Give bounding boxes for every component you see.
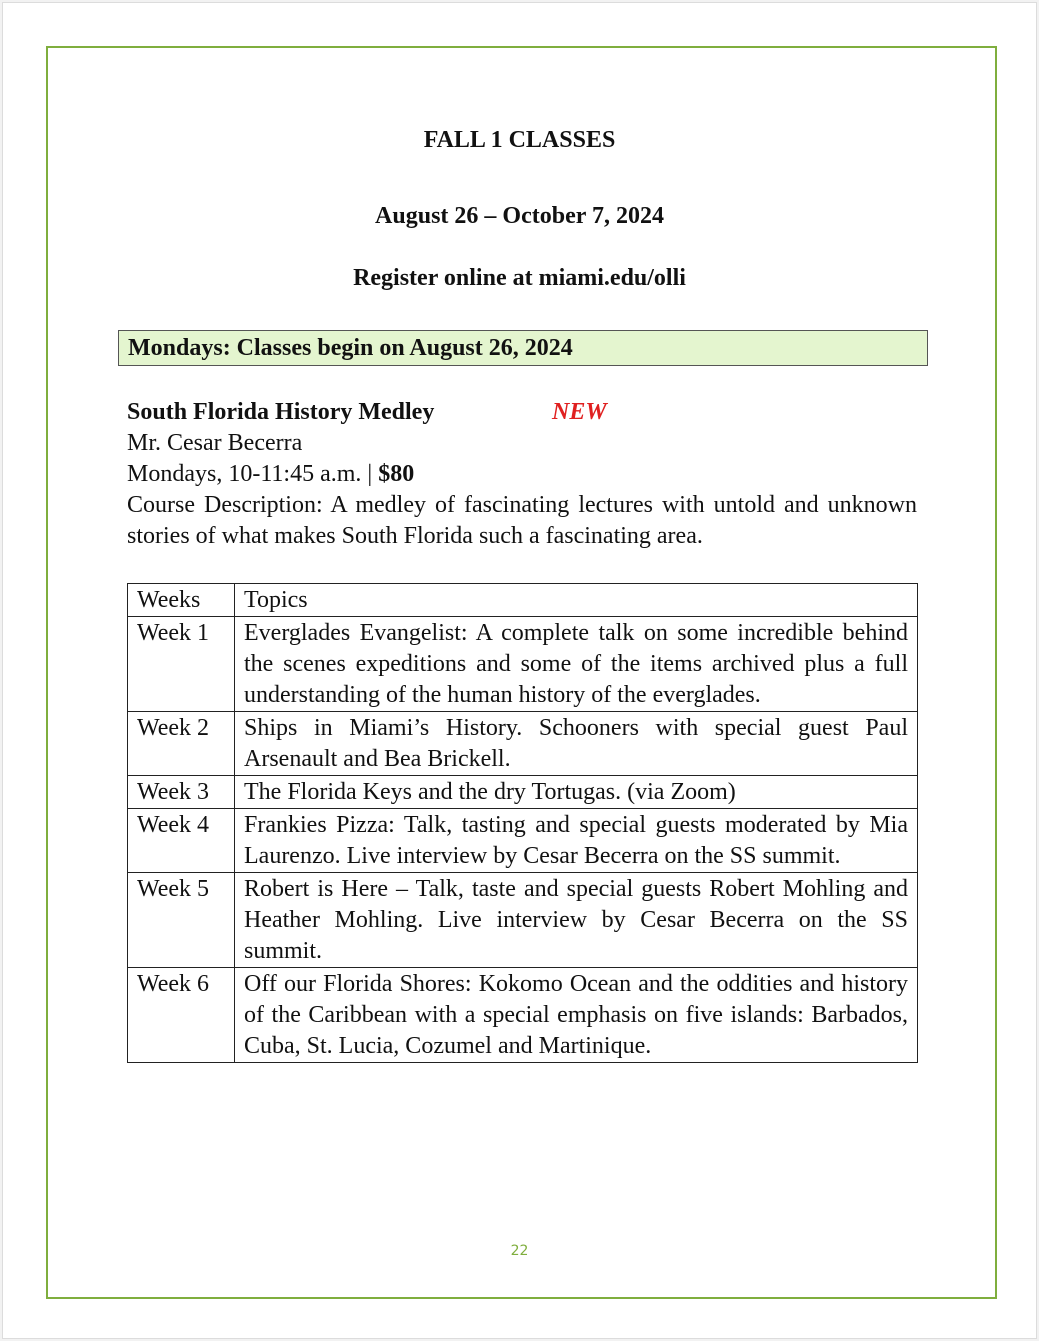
course-title-row: [127, 397, 917, 428]
week-topic: The Florida Keys and the dry Tortugas. (via Zoom): [235, 776, 918, 809]
course-block: [127, 397, 917, 552]
table-row: [128, 776, 918, 809]
header-topics: Topics: [235, 584, 918, 617]
course-time: Mondays, 10-11:45 a.m. |: [127, 461, 379, 487]
course-price: $80: [378, 461, 415, 487]
day-header: Mondays: Classes begin on August 26, 2024: [118, 330, 928, 366]
page-number: 22: [510, 1243, 529, 1259]
table-row: [128, 712, 918, 776]
course-description: Course Description: A medley of fascinating lectures with untold and unknown stories of what makes South Florida such a fascinating area.: [127, 492, 917, 549]
week-topic: Ships in Miami’s History. Schooners with special guest Paul Arsenault and Bea Brickell.: [235, 712, 918, 776]
table-row: [128, 809, 918, 873]
table-row: [128, 617, 918, 712]
week-topic: Everglades Evangelist: A complete talk on some incredible behind the scenes expeditions and some of the items archived plus a full understanding of the human history of the everglades.: [235, 617, 918, 712]
table-row: [128, 873, 918, 968]
page-title: FALL 1 CLASSES: [423, 127, 616, 153]
week-label: Week 3: [128, 776, 235, 809]
header-weeks: Weeks: [128, 584, 235, 617]
course-schedule: [127, 459, 917, 490]
course-instructor: Mr. Cesar Becerra: [127, 430, 303, 456]
register-note: Register online at miami.edu/olli: [353, 265, 686, 291]
term-dates: August 26 – October 7, 2024: [375, 203, 664, 229]
week-label: Week 2: [128, 712, 235, 776]
week-label: Week 4: [128, 809, 235, 873]
document-page: [2, 2, 1037, 1339]
week-topic: Frankies Pizza: Talk, tasting and special guests moderated by Mia Laurenzo. Live interview by Cesar Becerra on the SS summit.: [235, 809, 918, 873]
topics-table: [127, 583, 918, 1063]
course-name: South Florida History Medley: [127, 399, 435, 425]
week-topic: Robert is Here – Talk, taste and special guests Robert Mohling and Heather Mohling. Live interview by Cesar Becerra on the SS summit.: [235, 873, 918, 968]
week-label: Week 6: [128, 968, 235, 1063]
week-topic: Off our Florida Shores: Kokomo Ocean and the oddities and history of the Caribbean with a special emphasis on five islands: Barbados, Cuba, St. Lucia, Cozumel and Martinique.: [235, 968, 918, 1063]
table-row: [128, 968, 918, 1063]
week-label: Week 1: [128, 617, 235, 712]
week-label: Week 5: [128, 873, 235, 968]
table-header-row: [128, 584, 918, 617]
new-badge: NEW: [552, 399, 607, 425]
